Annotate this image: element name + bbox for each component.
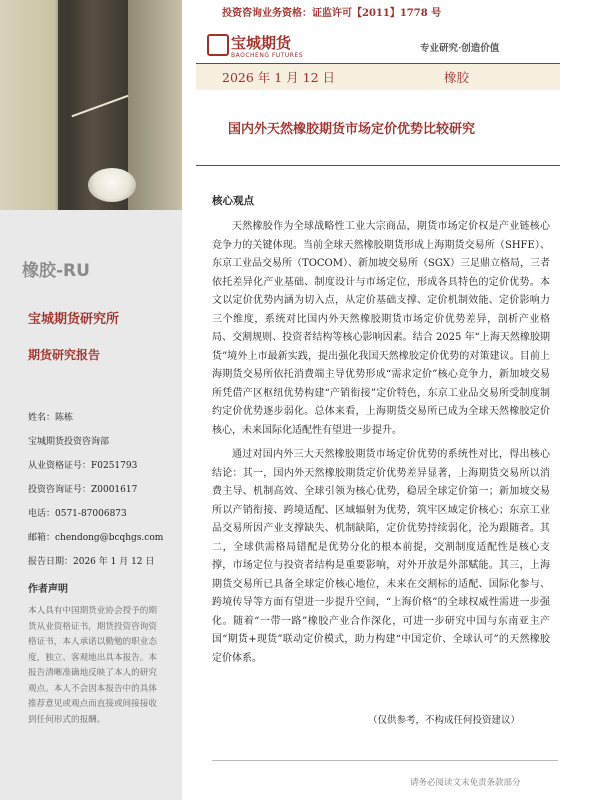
sidebar [0,0,182,800]
slogan: 专业研究·创造价值 [420,43,500,54]
product-code: 橡胶-RU [22,261,90,281]
author-name: 姓名：陈栋 [28,413,74,423]
consult-number: 投资咨询证号：Z0001617 [28,485,138,495]
date-band [196,64,560,90]
declaration-title: 作者声明 [28,584,68,595]
report-type: 期货研究报告 [28,348,101,362]
declaration-text: 本人具有中国期货业协会授予的期货从业资格证书，期货投资咨询资格证书，本人承诺以勤勉的职业态度，独立、客观地出具本报告。本报告清晰准确地反映了本人的研究观点。本人不会因本报告中的具体推荐意见或观点而直接或间接接收到任何形式的报酬。 [28,606,157,725]
footer-rule [212,760,558,761]
institute-name: 宝城期货研究所 [28,312,120,327]
paragraph: 通过对国内外三大天然橡胶期货市场定价优势的系统性对比，得出核心结论：其一，国内外天然橡胶期货定价优势差异显著，上海期货交易所以消费主导、机制高效、全球引领为核心优势，稳居全球定价第一；新加坡交易所以产销衔接、跨境适配、区域辐射为优势，筑牢区域定价核心；东京工业品交易所因产业支撑缺失、机制缺陷，定价优势持续弱化，沦为跟随者。其二，全球供需格局错配是优势分化的根本前提，交割制度适配性是核心支撑，市场定位与投资者结构是重要影响，对外开放是外部赋能。其三，上海期货交易所已具备全球定价核心地位，未来在交割标的适配、国际化参与、跨境传导等方面有望进一步提升空间，“上海价格”的全球权威性需进一步强化。随着“一带一路”橡胶产业合作深化，可进一步研究中国与东南亚主产国“期货+现货”联动定价模式，助力构建“中国定价、全球认可”的天然橡胶定价体系。 [212,449,550,664]
section-heading: 核心观点 [212,195,254,207]
report-date-header: 2026 年 1 月 12 日 [222,70,336,85]
logo-icon [207,34,229,56]
company-logo [207,32,317,62]
report-date: 报告日期：2026 年 1 月 12 日 [28,557,155,567]
license-number: 从业资格证号：F0251793 [28,461,138,471]
disclaimer: （仅供参考，不构成任何投资建议） [368,715,521,726]
category-tag: 橡胶 [444,70,470,85]
logo-cn: 宝城期货 [231,34,292,52]
report-body [212,218,550,668]
footer-note: 请务必阅读文末免责条款部分 [410,778,521,788]
paragraph: 天然橡胶作为全球战略性工业大宗商品，期货市场定价权是产业链核心竞争力的关键体现。当前全球天然橡胶期货形成上海期货交易所（SHFE）、东京工业品交易所（TOCOM）、新加坡交易所（SGX）三足鼎立格局，三者依托差异化产业基础、制度设计与市场定位，形成各具特色的定价优势。本文以定价优势内涵为切入点，从定价基础支撑、定价机制效能、定价影响力三个维度，系统对比国内外天然橡胶期货市场定价优势差异，剖析产业格局、交割规则、投资者结构等核心影响因素。结合 2025 年“上海天然橡胶期货”境外上市最新实践，提出强化我国天然橡胶定价优势的对策建议。目前上海期货交易所依托消费端主导优势形成“需求定价”核心竞争力，新加坡交易所凭借产区枢纽优势构建“产销衔接”定价特色，东京工业品交易所受制度制约定价优势逐步弱化。总体来看，上海期货交易所已成为全球天然橡胶定价核心，未来国际化适配性有望进一步提升。 [212,221,550,436]
department: 宝城期货投资咨询部 [28,437,110,447]
email[interactable]: 邮箱：chendong@bcqhgs.com [28,533,164,543]
logo-en: BAOCHENG FUTURES [231,52,304,59]
title-rule [196,165,560,166]
rubber-tree-photo [0,0,182,210]
phone: 电话：0571-87006873 [28,509,127,519]
report-title: 国内外天然橡胶期货市场定价优势比较研究 [228,122,476,137]
license-line: 投资咨询业务资格：证监许可【2011】1778 号 [222,8,442,19]
latex-cup [88,168,136,202]
